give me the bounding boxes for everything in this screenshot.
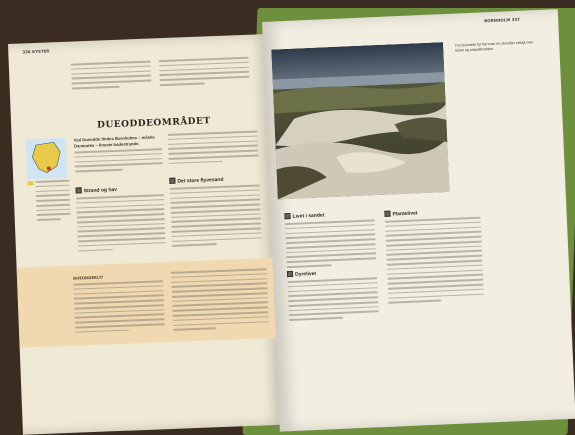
section-heading-plantelivet: Plantelivet xyxy=(384,209,417,217)
left-page xyxy=(8,34,285,435)
section-body-strand xyxy=(76,194,166,255)
section-body-livet xyxy=(285,219,377,271)
info-box-text-col1 xyxy=(73,280,165,336)
info-box-label: DUEODDEKLIT xyxy=(72,274,104,281)
map-legend-text xyxy=(35,180,71,224)
section-icon xyxy=(169,178,175,184)
lead-text: Ved Dueodde findes Bornholms – måske Danmarks – fineste badestrande. xyxy=(73,134,155,149)
section-heading-strand: Strand og hav xyxy=(76,186,118,195)
intro-text-col1 xyxy=(71,61,152,93)
lead-text-body xyxy=(74,148,163,175)
photo-caption: Fra Dueodde fyr har man en storslået udsigt over klitter og strandbredden. xyxy=(455,40,534,53)
section-icon xyxy=(287,271,293,277)
right-page xyxy=(262,9,575,432)
chapter-title: DUEODDEOMRÅDET xyxy=(97,116,211,131)
intro-text-col2 xyxy=(159,57,250,89)
map-legend-swatch xyxy=(27,181,33,185)
location-map xyxy=(26,138,68,180)
column-right-body xyxy=(168,130,259,167)
section-icon xyxy=(76,187,82,193)
section-heading-livet: Livet i sandet xyxy=(284,211,324,220)
section-icon xyxy=(384,211,390,217)
section-body-plantelivet xyxy=(385,217,485,307)
left-page-header: 336 KYSTER xyxy=(22,48,50,55)
info-box-text-col2 xyxy=(171,268,269,334)
section-body-dyrelivet xyxy=(287,277,379,324)
section-body-sand xyxy=(170,184,262,250)
section-heading-sand: Det store flyvesand xyxy=(169,176,223,185)
info-box xyxy=(17,258,282,348)
section-icon xyxy=(284,213,290,219)
section-heading-dyrelivet: Dyrelivet xyxy=(287,270,316,278)
dune-landscape-photo xyxy=(271,42,449,199)
right-page-header: BORNHOLM 337 xyxy=(484,16,521,24)
